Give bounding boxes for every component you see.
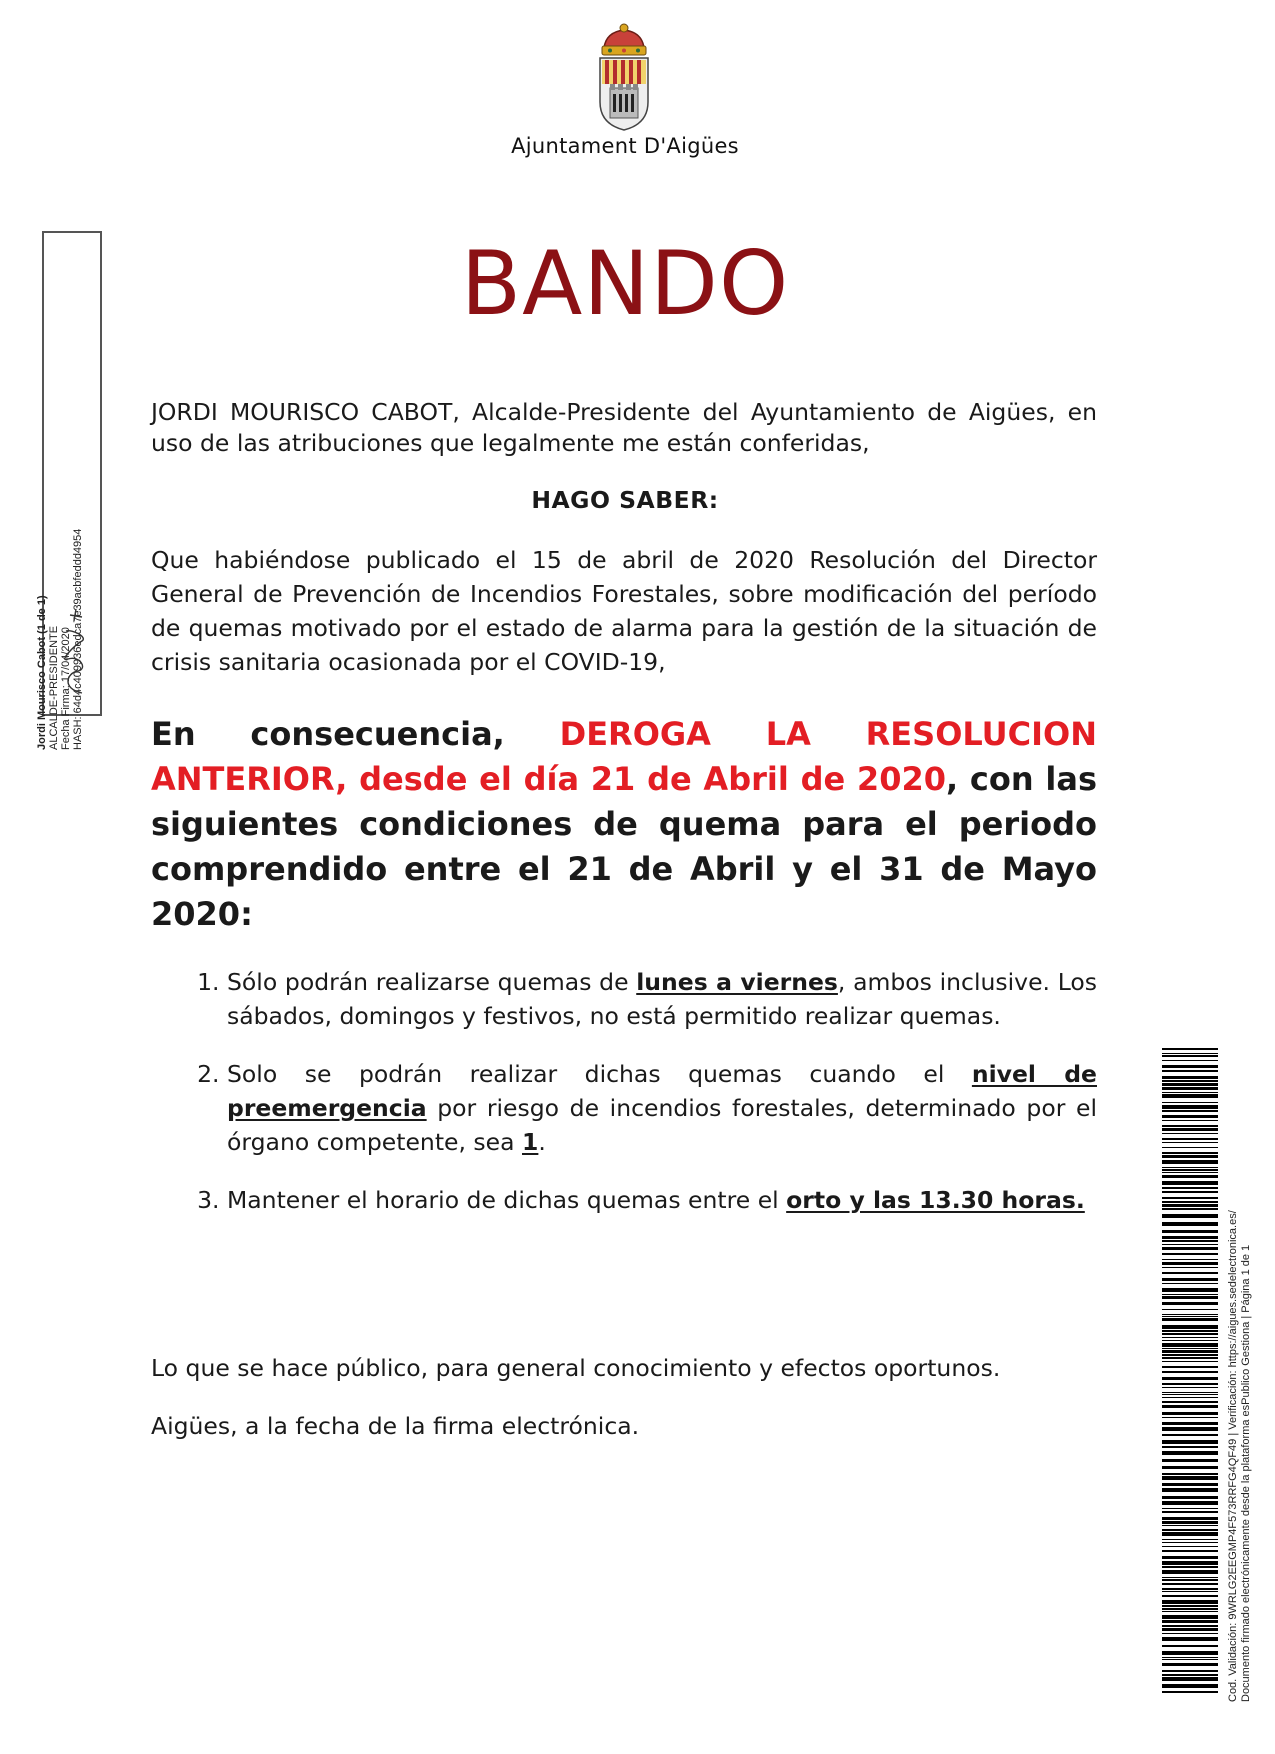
barcode-bar <box>1162 1333 1218 1335</box>
barcode-bar <box>1162 1446 1218 1448</box>
coat-of-arms-icon <box>592 22 656 134</box>
validation-text <box>1227 1042 1253 1702</box>
barcode-bar <box>1162 1392 1218 1393</box>
barcode-bar <box>1162 1240 1218 1242</box>
barcode-bar <box>1162 1397 1218 1398</box>
barcode-bar <box>1162 1204 1218 1207</box>
barcode-bar <box>1162 1160 1218 1164</box>
condition-emphasis: lunes a viernes <box>636 968 838 996</box>
barcode-bar <box>1162 1259 1218 1260</box>
barcode-bar <box>1162 1155 1218 1158</box>
barcode-bar <box>1162 1637 1218 1641</box>
barcode-bar <box>1162 1383 1218 1385</box>
condition-emphasis: nivel de preemergencia <box>227 1060 1097 1122</box>
barcode-bar <box>1162 1466 1218 1469</box>
barcode-bar <box>1162 1125 1218 1127</box>
barcode-bar <box>1162 1048 1218 1050</box>
barcode-bar <box>1162 1208 1218 1210</box>
barcode-bar <box>1162 1169 1218 1171</box>
barcode-bar <box>1162 1267 1218 1268</box>
barcode-bar <box>1162 1517 1218 1520</box>
barcode-bar <box>1162 1620 1218 1623</box>
barcode-bar <box>1162 1546 1218 1547</box>
barcode-bar <box>1162 1422 1218 1425</box>
barcode-bar <box>1162 1272 1218 1274</box>
barcode-bar <box>1162 1691 1218 1693</box>
barcode-bar <box>1162 1087 1218 1090</box>
handwritten-signature <box>52 601 96 701</box>
signature-date: Fecha Firma: 17/04/2020 <box>60 627 72 750</box>
barcode-bar <box>1162 1343 1218 1347</box>
barcode-bar <box>1162 1133 1218 1134</box>
barcode-bar <box>1162 1677 1218 1681</box>
barcode-bar <box>1162 1350 1218 1353</box>
barcode-bar <box>1162 1539 1218 1540</box>
barcode-bar <box>1162 1625 1218 1627</box>
barcode-bar <box>1162 1283 1218 1284</box>
barcode-bar <box>1162 1142 1218 1143</box>
barcode-bar <box>1162 1318 1218 1321</box>
barcode-bar <box>1162 1628 1218 1631</box>
barcode-bar <box>1162 1611 1218 1612</box>
barcode-bar <box>1162 1371 1218 1373</box>
barcode-bar <box>1162 1608 1218 1610</box>
barcode-bar <box>1162 1316 1218 1317</box>
barcode-bar <box>1162 1663 1218 1666</box>
barcode-bar <box>1162 1214 1218 1218</box>
barcode-bar <box>1162 1595 1218 1597</box>
barcode-bar <box>1162 1476 1218 1480</box>
barcode-bar <box>1162 1579 1218 1581</box>
barcode-bar <box>1162 1187 1218 1189</box>
barcode-bar <box>1162 1175 1218 1178</box>
barcode-bar <box>1162 1521 1218 1524</box>
barcode-bar <box>1162 1659 1218 1660</box>
barcode-bar <box>1162 1387 1218 1388</box>
condition-item: 3. Mantener el horario de dichas quemas entre el orto y las 13.30 horas. <box>227 1183 1097 1217</box>
announcement-heading: HAGO SABER: <box>531 486 719 514</box>
barcode-bar <box>1162 1278 1218 1281</box>
barcode-bar <box>1162 1330 1218 1332</box>
barcode-bar <box>1162 1105 1218 1109</box>
barcode-bar <box>1162 1412 1218 1415</box>
condition-emphasis: 1 <box>522 1128 539 1156</box>
barcode-bar <box>1162 1651 1218 1655</box>
barcode-bar <box>1162 1451 1218 1455</box>
barcode-bar <box>1162 1167 1218 1168</box>
condition-item: 2. Solo se podrán realizar dichas quemas cuando el nivel de preemergencia por riesgo de incendios forestales, determinado por el órgano competente, sea 1. <box>227 1057 1097 1159</box>
barcode-bar <box>1162 1488 1218 1492</box>
barcode-bar <box>1162 1102 1218 1103</box>
barcode-bar <box>1162 1191 1218 1193</box>
barcode-bar <box>1162 1172 1218 1173</box>
barcode-bar <box>1162 1262 1218 1265</box>
barcode-bar <box>1162 1570 1218 1574</box>
barcode-bar <box>1162 1340 1218 1341</box>
signature-details <box>36 430 84 750</box>
barcode-bar <box>1162 1236 1218 1239</box>
barcode-bar <box>1162 1561 1218 1565</box>
barcode-bar <box>1162 1053 1218 1054</box>
barcode-bar <box>1162 1532 1218 1536</box>
barcode-bar <box>1162 1115 1218 1118</box>
barcode-bar <box>1162 1588 1218 1590</box>
barcode-bar <box>1162 1525 1218 1526</box>
barcode-bar <box>1162 1645 1218 1647</box>
barcode-bar <box>1162 1181 1218 1185</box>
organization-name: Ajuntament D'Aigües <box>511 134 739 158</box>
barcode-bar <box>1162 1577 1218 1578</box>
barcode-bar <box>1162 1120 1218 1121</box>
barcode-bar <box>1162 1434 1218 1436</box>
closing-paragraph: Lo que se hace público, para general conocimiento y efectos oportunos. <box>151 1354 1001 1382</box>
barcode-bar <box>1162 1296 1218 1299</box>
place-date: Aigües, a la fecha de la firma electrónica. <box>151 1412 640 1440</box>
barcode-bar <box>1162 1128 1218 1131</box>
barcode-bar <box>1162 1065 1218 1068</box>
barcode-bar <box>1162 1197 1218 1199</box>
barcode-bar <box>1162 1138 1218 1140</box>
barcode-bar <box>1162 1583 1218 1585</box>
barcode-bar <box>1162 1405 1218 1408</box>
barcode-bar <box>1162 1556 1218 1559</box>
validation-platform: Documento firmado electrónicamente desde la plataforma esPublico Gestiona | Página 1 de 1 <box>1240 1244 1252 1702</box>
barcode-bar <box>1162 1657 1218 1658</box>
barcode-bar <box>1162 1366 1218 1368</box>
resolution-highlight: DEROGA LA RESOLUCION ANTERIOR, desde el día 21 de Abril de 2020 <box>151 715 1098 798</box>
barcode-bar <box>1162 1605 1218 1607</box>
barcode-bar <box>1162 1147 1218 1148</box>
signature-hash: HASH: 64d4c409936edca7e39acbfeddd4954 <box>72 528 84 750</box>
validation-code: Cod. Validación: 9WRLG2EEGMP4F573RRFG4QF49 | Verificación: https://aigues.sedelectronica.es/ <box>1227 1210 1239 1702</box>
barcode-bar <box>1162 1110 1218 1112</box>
barcode-bar <box>1162 1615 1218 1619</box>
barcode-bar <box>1162 1060 1218 1061</box>
barcode-bar <box>1162 1253 1218 1255</box>
barcode <box>1162 1048 1218 1696</box>
preamble-paragraph: Que habiéndose publicado el 15 de abril de 2020 Resolución del Director General de Prevención de Incendios Forestales, sobre modificación del período de quemas motivado por el estado de alarma para la gestión de la situación de crisis sanitaria ocasionada por el COVID-19, <box>151 546 1097 676</box>
barcode-bar <box>1162 1566 1218 1568</box>
barcode-bar <box>1162 1337 1218 1338</box>
barcode-bar <box>1162 1511 1218 1513</box>
barcode-bar <box>1162 1354 1218 1356</box>
barcode-bar <box>1162 1501 1218 1505</box>
barcode-bar <box>1162 1302 1218 1305</box>
barcode-bar <box>1162 1055 1218 1057</box>
barcode-bar <box>1162 1201 1218 1203</box>
barcode-bar <box>1162 1473 1218 1475</box>
barcode-bar <box>1162 1325 1218 1329</box>
barcode-bar <box>1162 1361 1218 1362</box>
barcode-bar <box>1162 1508 1218 1509</box>
barcode-bar <box>1162 1080 1218 1082</box>
barcode-bar <box>1162 1076 1218 1079</box>
condition-emphasis: orto y las 13.30 horas. <box>786 1186 1085 1214</box>
intro-paragraph: JORDI MOURISCO CABOT, Alcalde-Presidente del Ayuntamiento de Aigües, en uso de las atribuciones que legalmente me están conferidas, <box>151 398 1097 457</box>
barcode-bar <box>1162 1152 1218 1154</box>
barcode-bar <box>1162 1674 1218 1676</box>
resolution-lead: En consecuencia, <box>151 715 560 753</box>
barcode-bar <box>1162 1417 1218 1418</box>
barcode-bar <box>1162 1222 1218 1226</box>
signer-name: Jordi Mourisco Cabot (1 de 1) <box>36 595 48 750</box>
barcode-bar <box>1162 1314 1218 1315</box>
resolution-paragraph <box>151 712 1097 937</box>
barcode-bar <box>1162 1459 1218 1462</box>
condition-item: 1. Sólo podrán realizarse quemas de lunes a viernes, ambos inclusive. Los sábados, domingos y festivos, no está permitido realizar quemas. <box>227 965 1097 1033</box>
barcode-bar <box>1162 1496 1218 1499</box>
barcode-bar <box>1162 1529 1218 1531</box>
barcode-bar <box>1162 1244 1218 1245</box>
barcode-bar <box>1162 1684 1218 1688</box>
barcode-bar <box>1162 1670 1218 1672</box>
barcode-bar <box>1162 1600 1218 1604</box>
barcode-bar <box>1162 1247 1218 1250</box>
barcode-bar <box>1162 1092 1218 1093</box>
barcode-bar <box>1162 1401 1218 1403</box>
barcode-bar <box>1162 1348 1218 1349</box>
document-title: BANDO <box>460 232 790 335</box>
barcode-bar <box>1162 1591 1218 1592</box>
barcode-bar <box>1162 1309 1218 1310</box>
barcode-bar <box>1162 1633 1218 1634</box>
signer-role: ALCALDE-PRESIDENTE <box>48 625 60 750</box>
barcode-bar <box>1162 1294 1218 1295</box>
barcode-bar <box>1162 1094 1218 1098</box>
barcode-bar <box>1162 1230 1218 1233</box>
barcode-bar <box>1162 1394 1218 1395</box>
barcode-bar <box>1162 1357 1218 1359</box>
barcode-bar <box>1162 1377 1218 1380</box>
barcode-bar <box>1162 1083 1218 1086</box>
resolution-tail: , con las siguientes condiciones de quema para el periodo comprendido entre el 21 de Abril y el 31 de Mayo 2020: <box>151 760 1098 933</box>
barcode-bar <box>1162 1427 1218 1431</box>
barcode-bar <box>1162 1440 1218 1444</box>
barcode-bar <box>1162 1483 1218 1486</box>
barcode-bar <box>1162 1542 1218 1543</box>
barcode-bar <box>1162 1288 1218 1292</box>
conditions-list <box>151 965 1097 1241</box>
barcode-bar <box>1162 1550 1218 1552</box>
barcode-bar <box>1162 1070 1218 1072</box>
